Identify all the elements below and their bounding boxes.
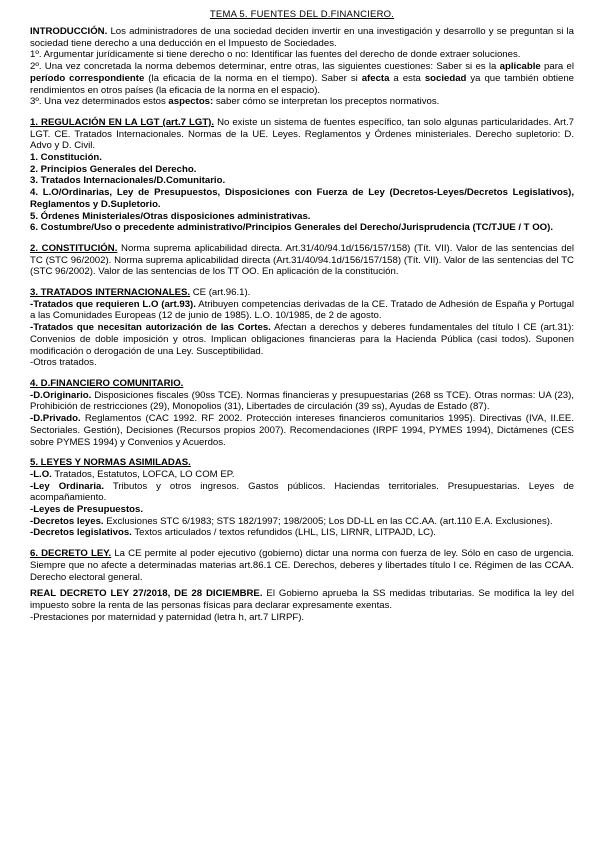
section-4-comunitario bbox=[30, 378, 574, 448]
source-list-item: 2. Principios Generales del Derecho. bbox=[30, 163, 197, 175]
prestaciones-line: -Prestaciones por maternidad y paternidad (letra h, art.7 LIRPF). bbox=[30, 611, 305, 623]
section-3-heading: 3. TRATADOS INTERNACIONALES. bbox=[30, 287, 191, 299]
intro-point-1: 1º. Argumentar jurídicamente si tiene derecho o no: Identificar las fuentes del derecho de donde extraer soluciones. bbox=[30, 49, 521, 61]
document-page bbox=[30, 9, 574, 623]
leyes-lo: -L.O. Tratados, Estatutos, LOFCA, LO COM EP. bbox=[30, 468, 235, 480]
decretos-legislativos: -Decretos legislativos. Textos articulados / textos refundidos (LHL, LIS, LIRNR, LITPAJD, LC). bbox=[30, 527, 436, 539]
intro-point-3: 3º. Una vez determinados estos aspectos: saber cómo se interpretan los preceptos normativos. bbox=[30, 96, 440, 108]
section-6-paragraph: 6. DECRETO LEY. La CE permite al poder ejecutivo (gobierno) dictar una norma con fuerza de ley. Sólo en caso de urgencia. Siempre que no afecte a determinadas materias art.86.1 CE. Derechos, deberes y libertades título I ce. Régimen de las CCAA. Derecho electoral general. bbox=[30, 548, 575, 583]
source-list-item: 4. L.O/Ordinarias, Ley de Presupuestos, Disposiciones con Fuerza de Ley (Decretos-Leyes/Decretos Legislativos), Reglamentos y D.Supletorio. bbox=[30, 187, 574, 210]
tratados-cortes: -Tratados que necesitan autorización de las Cortes. Afectan a derechos y deberes fundamentales del título I CE (art.31): Convenios de doble imposición y otros. Implican obligaciones financieras para la Hacienda Pública (casi todos). Suponen modificación o derogación de una Ley. Susceptibilidad. bbox=[30, 322, 574, 357]
section-4-heading-line bbox=[30, 378, 574, 390]
source-list-item: 6. Costumbre/Uso o precedente administrativo/Principios Generales del Derecho/Jurisprudencia (TC/TJUE / T OO). bbox=[30, 222, 553, 234]
section-5-heading: 5. LEYES Y NORMAS ASIMILADAS. bbox=[30, 457, 191, 469]
section-2-heading: 2. CONSTITUCIÓN. bbox=[30, 242, 118, 254]
real-decreto-ley: REAL DECRETO LEY 27/2018, DE 28 DICIEMBRE. El Gobierno aprueba la SS medidas tributarias. Se modifica la ley del impuesto sobre la renta de las personas físicas para declarar expresamente exentas. bbox=[30, 588, 574, 611]
d-privado: -D.Privado. Reglamentos (CAC 1992. RF 2002. Protección intereses financieros comunitarios 1995). Directivas (IVA, II.EE. Sectoriales. Gestión), Decisiones (Recursos propios 2007). Recomendaciones (IRPF 1994, PYMES 1994), Dictámenes (CES sobre PYMES 1994) y Convenios y Acuerdos. bbox=[30, 413, 574, 448]
leyes-presupuestos: -Leyes de Presupuestos. bbox=[30, 504, 144, 516]
section-2-constitucion bbox=[30, 243, 574, 278]
section-1-lgt bbox=[30, 117, 574, 234]
d-originario: -D.Originario. Disposiciones fiscales (90ss TCE). Normas financieras y presupuestarias (268 ss TCE). Otras normas: UA (23), Prohibición de restricciones (29), Monopolios (31), Libertades de circulación (39 ss), Ayudas de Estado (87). bbox=[30, 389, 574, 413]
tratados-otros: -Otros tratados. bbox=[30, 357, 97, 369]
section-5-heading-line bbox=[30, 457, 574, 469]
source-list-item: 1. Constitución. bbox=[30, 152, 102, 164]
section-6-decreto-ley bbox=[30, 548, 574, 623]
intro-heading: INTRODUCCIÓN. bbox=[30, 26, 108, 37]
intro-paragraph: INTRODUCCIÓN. Los administradores de una sociedad deciden invertir en una investigación y desarrollo y se preguntan si la sociedad tiene derecho a una deducción en el Impuesto de Sociedades. bbox=[30, 26, 574, 49]
document-title: TEMA 5. FUENTES DEL D.FINANCIERO. bbox=[209, 9, 395, 20]
section-5-leyes bbox=[30, 457, 574, 539]
section-6-heading: 6. DECRETO LEY. bbox=[30, 548, 112, 560]
decretos-leyes: -Decretos leyes. Exclusiones STC 6/1983; STS 182/1997; 198/2005; Los DD-LL en las CC.AA. (art.110 E.A. Exclusiones). bbox=[30, 515, 553, 527]
source-list-item: 3. Tratados Internacionales/D.Comunitario. bbox=[30, 175, 226, 187]
leyes-ordinaria: -Ley Ordinaria. Tributos y otros ingresos. Gastos públicos. Haciendas territoriales. Presupuestarias. Leyes de acompañamiento. bbox=[30, 480, 574, 504]
source-list-item: 5. Órdenes Ministeriales/Otras disposiciones administrativas. bbox=[30, 210, 311, 222]
intro-section bbox=[30, 26, 574, 108]
section-3-tratados bbox=[30, 287, 574, 369]
section-3-intro: 3. TRATADOS INTERNACIONALES. CE (art.96.1). bbox=[30, 287, 251, 299]
section-2-paragraph: 2. CONSTITUCIÓN. Norma suprema aplicabilidad directa. Art.31/40/94.1d/156/157/158) (Tít. VII). Valor de las sentencias del TC (STC 96/2002). Norma suprema aplicabilidad directa (Art.31/40/94.1d/156/157/158) (Tít. VII). Valor de las sentencias del TC (STC 96/2002). Valor de las sentencias de los TT OO. En aplicación de la constitución. bbox=[30, 242, 574, 278]
section-4-heading: 4. D.FINANCIERO COMUNITARIO. bbox=[30, 377, 184, 389]
tratados-lo: -Tratados que requieren L.O (art.93). Atribuyen competencias derivadas de la CE. Tratado de Adhesión de España y Portugal a las Comunidades Europeas (12 de junio de 1985). L.O. 10/1985, de 2 de agosto. bbox=[30, 298, 574, 322]
section-1-paragraph: 1. REGULACIÓN EN LA LGT (art.7 LGT). No existe un sistema de fuentes específico, tan solo algunas particularidades. Art.7 LGT. CE. Tratados Internacionales. Normas de la UE. Leyes. Reglamentos y Órdenes ministeriales. Derecho supletorio: D. Advo y D. Civil. bbox=[30, 116, 574, 152]
intro-point-2: 2º. Una vez concretada la norma debemos determinar, entre otras, las siguientes cuestiones: Saber si es la aplicable para el período correspondiente (la eficacia de la norma en el tiempo). Saber si afecta a esta sociedad ya que también obtiene rendimientos en otros países (la eficacia de la norma en el espacio). bbox=[30, 61, 574, 96]
section-1-heading: 1. REGULACIÓN EN LA LGT (art.7 LGT). bbox=[30, 116, 215, 128]
